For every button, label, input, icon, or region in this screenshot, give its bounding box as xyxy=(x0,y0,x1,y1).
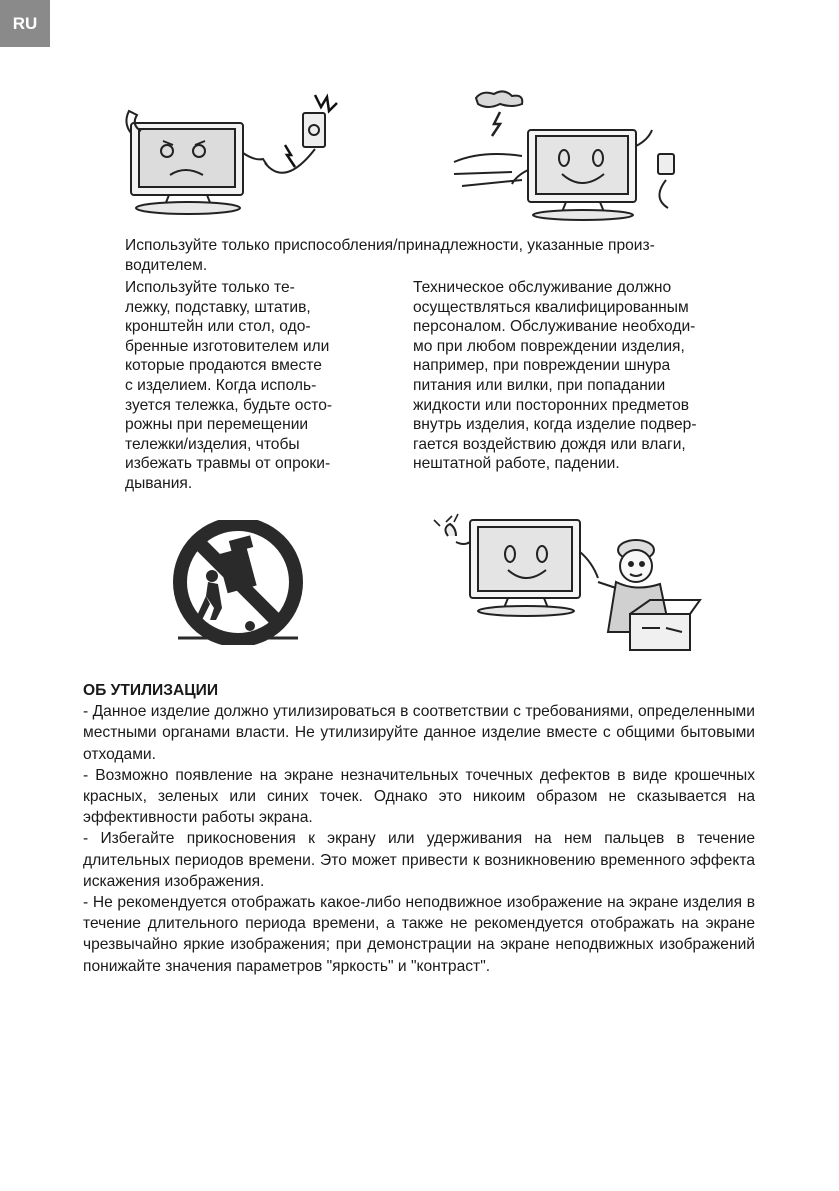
language-tab: RU xyxy=(0,0,50,47)
sad-tv-electric-shock-illustration xyxy=(115,93,355,218)
intro-paragraph: Используйте только приспособления/принадлежности, указанные произ- водителем. xyxy=(125,237,655,274)
happy-tv-unplugged-storm-illustration xyxy=(452,90,692,222)
disposal-paragraph-4: - Не рекомендуется отображать какое-либо неподвижное изображение на экране изделия в течение длительного периода времени, а также не рекомендуется отображать на экране чрезвычайно яркие изображения; при демонстрации на экране неподвижных изображений понижайте значения параметров "яркость" и "контраст". xyxy=(83,894,755,975)
tv-service-technician-illustration xyxy=(430,512,715,652)
disposal-paragraph-2: - Возможно появление на экране незначительных точечных дефектов в виде крошечных красных, зеленых или синих точек. Однако это никоим образом не сказывается на эффективности работы экрана. xyxy=(83,766,755,827)
disposal-section xyxy=(83,680,755,977)
disposal-heading: ОБ УТИЛИЗАЦИИ xyxy=(83,682,219,699)
left-column-text: Используйте только те- лежку, подставку, штатив, кронштейн или стол, одо- бренные изготовителем или которые продаются вместе с изделием. Когда исполь- зуется тележка, будьте осто- рожны при перемещении тележки/изделия, чтобы избежать травмы от опроки- дывания. xyxy=(125,279,333,492)
right-column-text: Техническое обслуживание должно осуществляться квалифицированным персоналом. Обслуживание необходи- мо при любом повреждении изделия, например, при повреждении шнура питания или вилки, при попадании жидкости или посторонних предметов внутрь изделия, когда изделие подвер- гается воздействию дождя или влаги, нештатной работе, падении. xyxy=(413,279,697,473)
cart-tip-over-warning-icon xyxy=(160,520,316,645)
disposal-paragraph-3: - Избегайте прикосновения к экрану или удерживания на нем пальцев в течение длительных периодов времени. Это может привести к возникновению временного эффекта искажения изображения. xyxy=(83,830,755,890)
disposal-paragraph-1: - Данное изделие должно утилизироваться в соответствии с требованиями, определенными местными органами власти. Не утилизируйте данное изделие вместе с общими бытовыми отходами. xyxy=(83,703,755,763)
